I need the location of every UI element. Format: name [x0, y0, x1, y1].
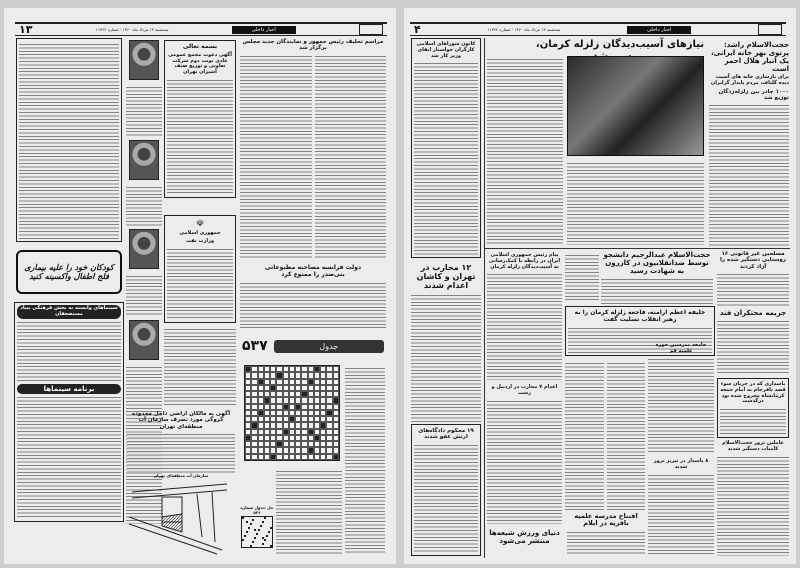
crossword-clues — [345, 365, 385, 555]
seminary-article: جامعه مدرسین حوزه علمیه قم — [648, 342, 714, 454]
left-page-header — [15, 22, 387, 36]
page-number: ۴ — [414, 23, 421, 36]
section-label: اخبار داخلی — [232, 26, 296, 34]
article-text — [164, 326, 236, 406]
right-page-header — [410, 22, 786, 36]
crossword-solution-grid — [241, 516, 273, 548]
solution-cell — [270, 545, 272, 547]
workers-article: کانون شوراهای اسلامی کارگران خواستار ابقای وزیر کار شد — [411, 38, 481, 258]
issue-date: سه‌شنبه ۱۳ مرداد ماه ۱۳۶۰ - شماره ۱۱۳۶۲ — [95, 27, 169, 32]
crossword-grid[interactable] — [244, 365, 340, 461]
cinema-listing: سینماهای وابسته به بخش فرهنگی بنیاد مستضعفان برنامه سینماها — [14, 302, 124, 522]
portrait-photo — [129, 140, 159, 180]
portrait-photo — [129, 320, 159, 360]
sugar-article: جریمه محتکران قند — [717, 308, 789, 374]
polio-ad: کودکان خود را علیه بیماری فلج اطفال واکسینه کنید — [16, 250, 122, 294]
guards-article: ۸ پاسدار در تبریز ترور شدند — [648, 458, 714, 556]
article-text — [565, 360, 645, 510]
kamyab-article: عاملین ترور حجت‌الاسلام کامیاب دستگیر شدند — [717, 440, 789, 556]
ardabil-article: اعدام ۷ محارب در اردبیل و رشت — [487, 384, 562, 524]
issue-date: سه‌شنبه ۱۳ مرداد ماه ۱۳۶۰ - شماره ۱۱۳۶۲ — [487, 27, 561, 32]
solution-label: حل جدول شماره ۵۳۶ — [240, 505, 274, 515]
article-left-top — [16, 38, 122, 242]
newspaper-logo — [758, 24, 782, 35]
armed-article: مسلحین غیر قانونی ۱۶ روستایی دستگیر شده را آزاد کردند — [717, 250, 789, 306]
martyr-article: حجت‌الاسلام عبدالرحیم دانشجو توسط ضدانقلابیون در کازرون به شهادت رسید — [601, 250, 713, 306]
caption-text — [126, 184, 162, 226]
pardon-article: ۱۹ محکوم دادگاه‌های ارتش عفو شدند — [411, 424, 481, 556]
armenian-article: خلیفه اعظم ارامنه، فاجعه زلزله کرمان را به رهبر انقلاب تسلیت گفت — [565, 306, 715, 356]
caption-text — [126, 273, 162, 317]
article-text — [565, 252, 599, 302]
caption-text — [126, 84, 162, 136]
sport-article: دنیای ورزش شیعه‌ها منتشر می‌شود — [489, 529, 560, 546]
rashed-article: حجت‌الاسلام راشد: پرتوی بهر خانه ایرانی، یک انبار هلال احمر است برای بازسازی خانه های آسیب دیده گلباف، مردم پایدار گرایران ۱۰۰۰ چادر بین زلزله‌زدگان توزیع شد — [709, 40, 789, 246]
crossword-cell[interactable] — [333, 454, 339, 460]
kermanshah-article: پاسداری که در جریان سوء قصد نافرجام به امام جمعه کرمانشاه مجروح شده بود درگذشت — [717, 378, 789, 438]
message-article: پیام رئیس جمهوری اسلامی ایران در رابطه با کمک‌رسانی به آسیب‌دیدگان زلزله کرمان — [487, 252, 562, 380]
oath-article: مراسم تحلیف رئیس جمهور و نمایندگان جدید مجلس برگزار شد — [240, 38, 386, 260]
section-label: اخبار داخلی — [627, 26, 691, 34]
notice-cooperative: بسمه تعالی آگهی دعوت مجمع عمومی عادی نوبت دوم شرکت تعاونی و توزیع صنف آشپزان تهران — [164, 40, 236, 198]
executed-article: ۱۲ محارب در تهران و کاشان اعدام شدند — [411, 262, 481, 422]
france-article: دولت فرانسه مصاحبه مطبوعاتی بنی‌صدر را ممنوع کرد — [240, 264, 386, 330]
main-article-text — [567, 160, 704, 245]
emblem-icon: ☫ — [195, 219, 205, 229]
location-map — [127, 482, 235, 554]
crossword-clues — [276, 468, 342, 556]
crossword-header — [242, 336, 384, 356]
ilam-article: افتتاح مدرسه علمیه باقریه در ایلام — [567, 512, 645, 556]
main-article-text — [487, 56, 563, 244]
newspaper-logo — [359, 24, 383, 35]
water-notice: آگهی به مالکان اراضی داخل محدوده گروگی مورد تصرف سازمان آب منطقه‌ای تهران سازمان آب منطقه‌ای تهران — [127, 410, 235, 480]
crossword-number: ۵۳۷ — [242, 338, 268, 354]
crossword-title: جدول — [274, 340, 384, 353]
earthquake-photo — [567, 56, 704, 156]
portrait-photo — [129, 40, 159, 80]
portrait-photo — [129, 229, 159, 269]
page-number: ۱۳ — [19, 23, 33, 36]
main-headline: نیازهای آسیب‌دیدگان زلزله کرمان، — [535, 39, 705, 50]
ministry-notice: ☫ جمهوری اسلامی وزارت نفت — [164, 215, 236, 323]
